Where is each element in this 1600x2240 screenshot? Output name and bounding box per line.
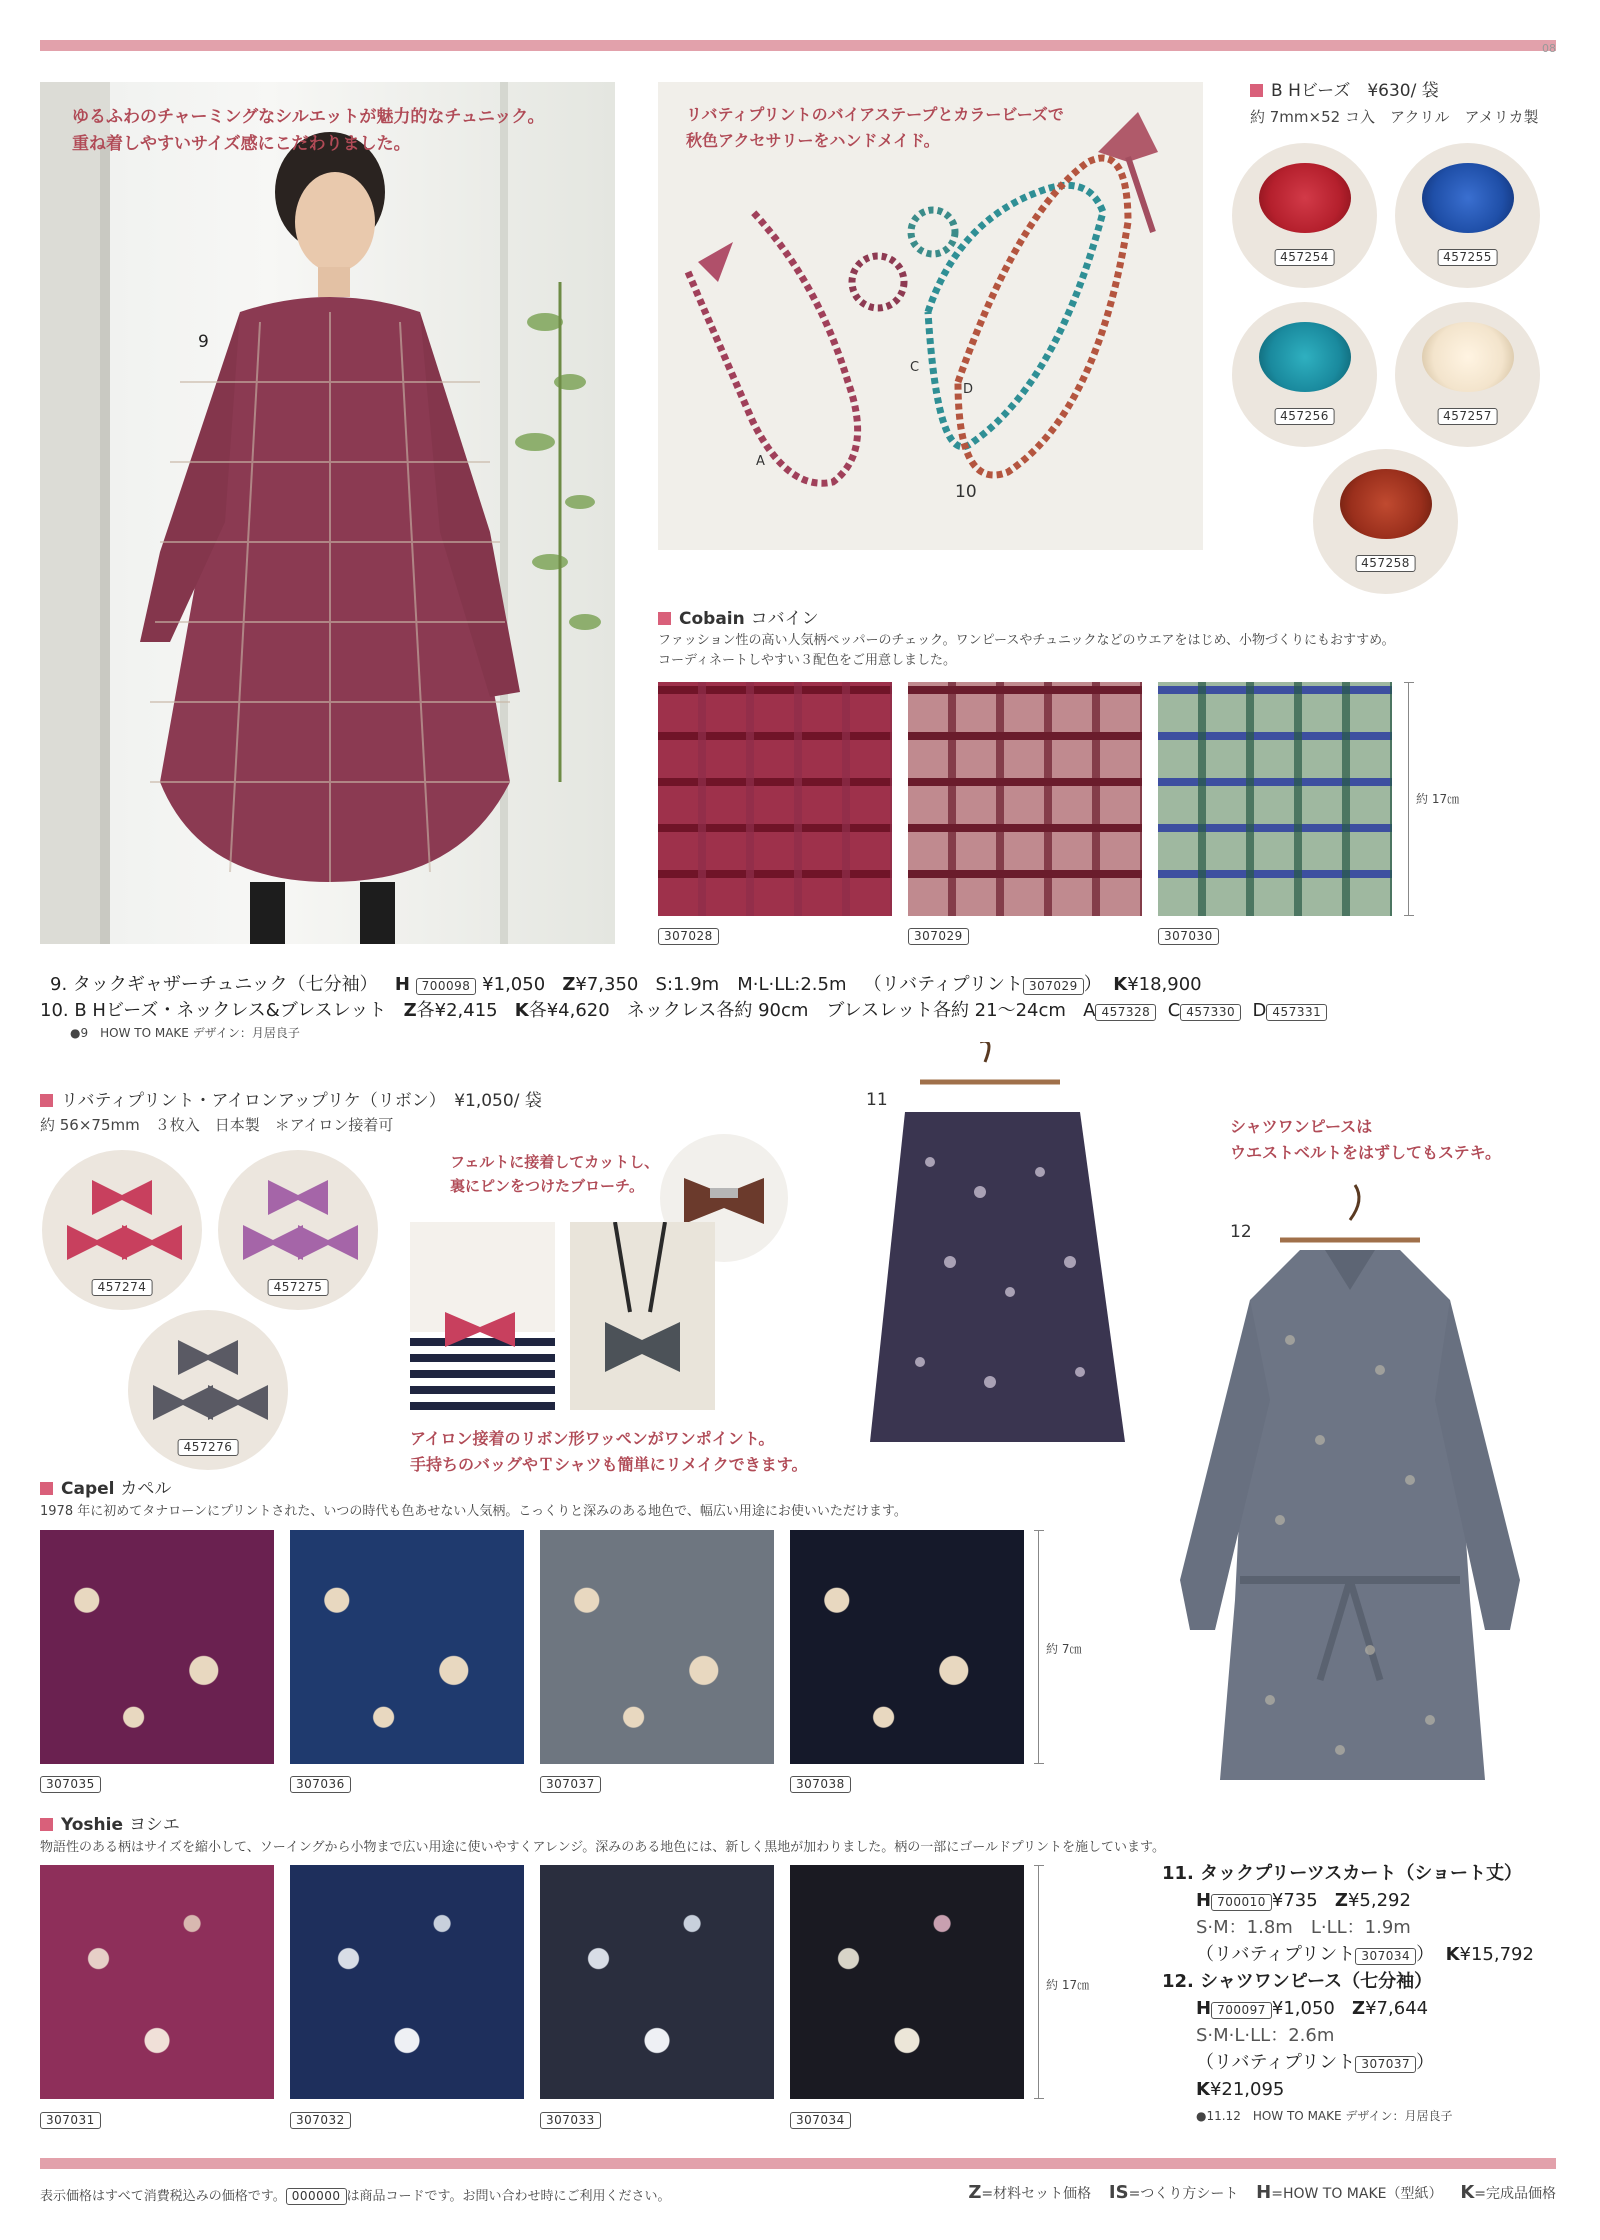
item10-info: 10. B Hビーズ・ネックレス&ブレスレット Z各¥2,415 K各¥4,620 ネックレス各約 90cm ブレスレット各約 21〜24cm A 457328 C 457330 D 457331 xyxy=(40,996,1327,1022)
capel-swatch-3 xyxy=(540,1530,774,1764)
cobain-size-label: 約 17㎝ xyxy=(1416,792,1460,806)
bead-code: 457256 xyxy=(1274,408,1335,425)
dress-caption: シャツワンピースは ウエストベルトをはずしてもステキ。 xyxy=(1230,1117,1502,1162)
footer-note: 表示価格はすべて消費税込みの価格です。 000000 は商品コードです。お問い合わせ時にご利用ください。 xyxy=(40,2189,671,2204)
bead-circle-4 xyxy=(1395,302,1540,447)
bead-code: 457255 xyxy=(1437,249,1498,266)
yoshie-swatch-4 xyxy=(790,1865,1024,2099)
applique-code: 457276 xyxy=(178,1439,239,1456)
bead-pile xyxy=(1422,322,1514,392)
yoshie-code-4: 307034 xyxy=(790,2112,851,2129)
skirt-photo xyxy=(860,1042,1160,1462)
bead-code: 457254 xyxy=(1274,249,1335,266)
section-square-icon xyxy=(40,1818,53,1831)
section-square-icon xyxy=(40,1482,53,1495)
bead-circle-1 xyxy=(1232,143,1377,288)
item12-number: 12 xyxy=(1230,1222,1252,1242)
cobain-title: Cobain コバイン xyxy=(658,604,819,629)
applique-code: 457275 xyxy=(268,1279,329,1296)
cobain-swatch-1 xyxy=(658,682,892,916)
cobain-code-2: 307029 xyxy=(908,928,969,945)
item11-info: 11. タックプリーツスカート（ショート丈） H 700010 ¥735 Z¥5,292 S·M：1.8m L·LL：1.9m （リバティプリント 307034 ） K¥15,792 12. シャツワンピース（七分袖） H 700097 ¥1,050 Z¥7,644 S·M·L·LL：2.6m （リバティプリント 307037 ） K¥21,095 ●11.12 HOW TO MAKE デザイン：月居良子 xyxy=(1162,1863,1534,2123)
dress-photo xyxy=(1150,1180,1550,1820)
accessory-photo xyxy=(658,82,1203,550)
top-bar xyxy=(40,40,1556,51)
tshirt-bow-icon xyxy=(410,1222,555,1410)
bead-pile xyxy=(1422,163,1514,233)
section-square-icon xyxy=(40,1094,53,1107)
yoshie-size-label: 約 17㎝ xyxy=(1046,1978,1090,1992)
bottom-bar xyxy=(40,2158,1556,2169)
bead-code: 457258 xyxy=(1355,555,1416,572)
tunic-photo xyxy=(40,82,615,944)
yoshie-title: Yoshie ヨシエ xyxy=(40,1810,180,1835)
cobain-scale xyxy=(1408,682,1409,916)
yoshie-swatch-1 xyxy=(40,1865,274,2099)
bag-illustration xyxy=(570,1222,715,1410)
capel-desc: 1978 年に初めてタナローンにプリントされた、いつの時代も色あせない人気柄。こっくりと深みのある地色で、幅広い用途にお使いいただけます。 xyxy=(40,1504,907,1519)
yoshie-desc: 物語性のある柄はサイズを縮小して、ソーイングから小物まで広い用途に使いやすくアレンジ。深みのある地色には、新しく黒地が加わりました。柄の一部にゴールドプリントを施しています。 xyxy=(40,1840,1166,1855)
yoshie-swatch-2 xyxy=(290,1865,524,2099)
cobain-swatch-3 xyxy=(1158,682,1392,916)
cobain-desc: ファッション性の高い人気柄ペッパーのチェック。ワンピースやチュニックなどのウエアをはじめ、小物づくりにもおすすめ。 コーディネートしやすい３配色をご用意しました。 xyxy=(658,633,1395,668)
howto-9: ●9 HOW TO MAKE デザイン：月居良子 xyxy=(70,1026,300,1040)
bead-pile xyxy=(1259,322,1351,392)
section-square-icon xyxy=(658,612,671,625)
cobain-swatch-2 xyxy=(908,682,1142,916)
item10-number: 10 xyxy=(955,482,977,502)
capel-title: Capel カペル xyxy=(40,1474,171,1499)
applique-spec: 約 56×75mm ３枚入 日本製 ＊アイロン接着可 xyxy=(40,1116,394,1134)
bead-circle-2 xyxy=(1395,143,1540,288)
bag-photo xyxy=(570,1222,715,1410)
yoshie-code-2: 307032 xyxy=(290,2112,351,2129)
section-square-icon xyxy=(1250,84,1263,97)
yoshie-code-1: 307031 xyxy=(40,2112,101,2129)
accessory-caption: リバティプリントのバイアステープとカラービーズで 秋色アクセサリーをハンドメイド。 xyxy=(686,105,1064,150)
label-a: A xyxy=(756,454,765,469)
capel-code-2: 307036 xyxy=(290,1776,351,1793)
cobain-code-1: 307028 xyxy=(658,928,719,945)
capel-code-3: 307037 xyxy=(540,1776,601,1793)
item9-info: 9. タックギャザーチュニック（七分袖） H 700098 ¥1,050 Z¥7,350 S:1.9m M·L·LL:2.5m （リバティプリント 307029 ） K¥18,900 xyxy=(50,974,1202,995)
dress-illustration xyxy=(1150,1180,1550,1820)
applique-circle-3 xyxy=(128,1310,288,1470)
tunic-caption: ゆるふわのチャーミングなシルエットが魅力的なチュニック。 重ね着しやすいサイズ感にこだわりました。 xyxy=(72,107,545,154)
capel-swatch-1 xyxy=(40,1530,274,1764)
yoshie-swatch-3 xyxy=(540,1865,774,2099)
page-number: 08 xyxy=(1542,42,1556,55)
footer-legend: Z=材料セット価格 IS=つくり方シート H=HOW TO MAKE（型紙） K=完成品価格 xyxy=(968,2182,1556,2203)
label-c: C xyxy=(910,360,920,375)
capel-code-4: 307038 xyxy=(790,1776,851,1793)
capel-code-1: 307035 xyxy=(40,1776,101,1793)
tunic-illustration xyxy=(40,82,615,944)
applique-title: リバティプリント・アイロンアップリケ（リボン） ¥1,050/ 袋 xyxy=(40,1086,542,1111)
yoshie-scale xyxy=(1038,1865,1039,2099)
capel-swatch-4 xyxy=(790,1530,1024,1764)
bead-circle-3 xyxy=(1232,302,1377,447)
cobain-code-3: 307030 xyxy=(1158,928,1219,945)
bead-code: 457257 xyxy=(1437,408,1498,425)
skirt-illustration xyxy=(860,1042,1160,1462)
beads-spec: 約 7mm×52 コ入 アクリル アメリカ製 xyxy=(1250,108,1539,126)
capel-size-label: 約 7㎝ xyxy=(1046,1642,1082,1656)
bead-pile xyxy=(1340,469,1432,539)
brooch-caption: フェルトに接着してカットし、 裏にピンをつけたブローチ。 xyxy=(450,1153,660,1195)
item11-number: 11 xyxy=(866,1090,888,1110)
applique-circle-2 xyxy=(218,1150,378,1310)
yoshie-code-3: 307033 xyxy=(540,2112,601,2129)
beads-title: B Hビーズ ¥630/ 袋 xyxy=(1250,76,1439,101)
applique-circle-1 xyxy=(42,1150,202,1310)
applique-code: 457274 xyxy=(92,1279,153,1296)
applique-bottom-caption: アイロン接着のリボン形ワッペンがワンポイント。 手持ちのバッグやＴシャツも簡単にリメイクできます。 xyxy=(410,1429,808,1474)
tshirt-photo xyxy=(410,1222,555,1410)
tunic-number: 9 xyxy=(198,332,209,352)
bead-pile xyxy=(1259,163,1351,233)
bead-circle-5 xyxy=(1313,449,1458,594)
capel-scale xyxy=(1038,1530,1039,1764)
label-d: D xyxy=(963,382,974,397)
capel-swatch-2 xyxy=(290,1530,524,1764)
